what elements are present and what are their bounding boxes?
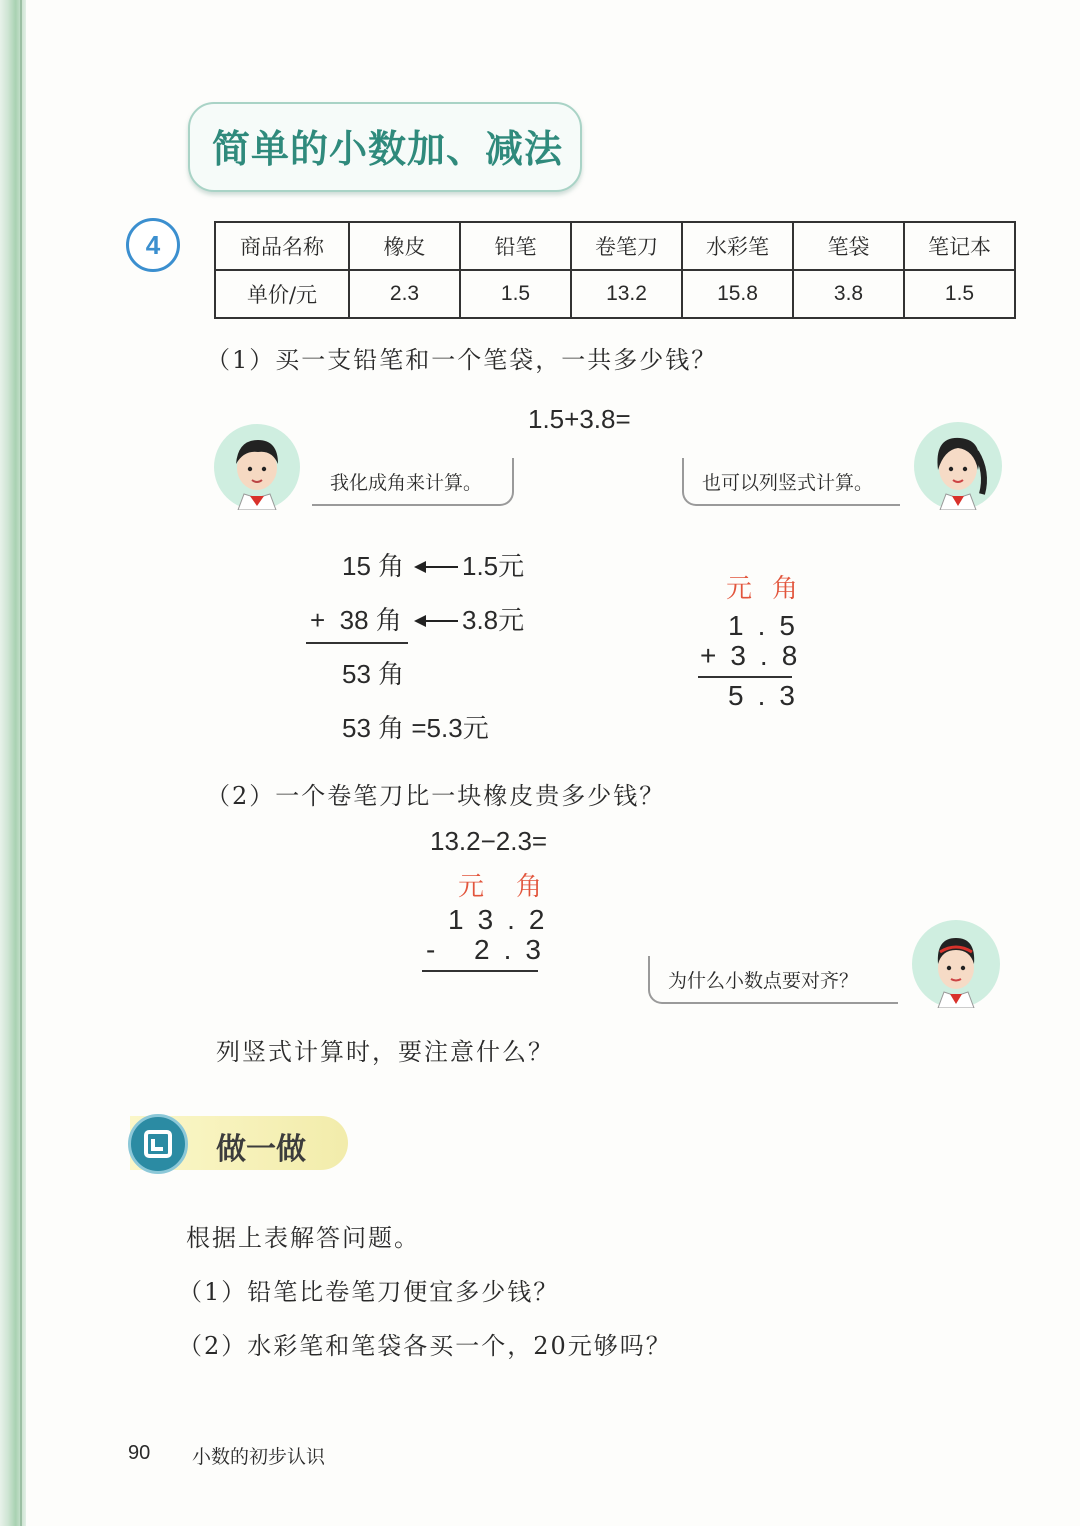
arrow-left-icon	[414, 612, 458, 631]
vertical-divider	[698, 676, 792, 678]
jiao-line-2: + 38 角	[310, 605, 402, 635]
price-table	[214, 221, 1016, 319]
boy-avatar	[214, 424, 300, 510]
table-cell: 13.2	[571, 270, 682, 318]
table-cell: 3.8	[793, 270, 904, 318]
do-it-question-1: （1）铅笔比卷笔刀便宜多少钱？	[178, 1278, 560, 1306]
do-it-intro: 根据上表解答问题。	[186, 1224, 420, 1252]
page-edge-stripe	[0, 0, 26, 1526]
jiao-source-1: 1.5元	[462, 551, 525, 581]
table-cell: 卷笔刀	[571, 222, 682, 270]
girl-avatar	[914, 422, 1002, 510]
table-row-header: 商品名称	[215, 222, 349, 270]
q2-divider	[422, 970, 538, 972]
table-cell: 铅笔	[460, 222, 571, 270]
vertical-addend-2: +3.8	[700, 640, 812, 671]
do-it-icon	[128, 1114, 188, 1174]
example-number-badge: 4	[126, 218, 180, 272]
question-2: （2）一个卷笔刀比一块橡皮贵多少钱？	[206, 782, 666, 810]
q2-minuend: 13.2	[448, 904, 559, 935]
vertical-sum: 5.3	[728, 680, 809, 711]
q2-minus-sign: -	[426, 934, 450, 965]
jiao-line-1: 15 角	[342, 551, 405, 581]
girl-face-icon	[914, 422, 1002, 510]
vertical-header-yuan: 元	[726, 574, 753, 604]
table-cell: 笔记本	[904, 222, 1015, 270]
q2-header-jiao: 角	[516, 872, 543, 902]
jiao-result: 53 角 =5.3元	[342, 713, 489, 743]
question-1: （1）买一支铅笔和一个笔袋，一共多少钱？	[206, 346, 718, 374]
table-cell: 水彩笔	[682, 222, 793, 270]
q2-header-yuan: 元	[458, 872, 485, 902]
table-cell: 15.8	[682, 270, 793, 318]
q1-equation: 1.5+3.8=	[528, 404, 631, 434]
sum-divider	[306, 642, 408, 644]
jiao-source-2: 3.8元	[462, 605, 525, 635]
table-cell: 1.5	[904, 270, 1015, 318]
table-row	[215, 222, 1015, 270]
jiao-sum: 53 角	[342, 659, 405, 689]
boy-face-icon	[214, 424, 300, 510]
boy-speech-bubble: 我化成角来计算。	[312, 458, 514, 506]
table-row-header: 单价/元	[215, 270, 349, 318]
vertical-addend-1: 1.5	[728, 610, 809, 641]
do-it-label: 做一做	[216, 1132, 306, 1167]
note-text: 列竖式计算时，要注意什么？	[216, 1038, 554, 1066]
table-cell: 1.5	[460, 270, 571, 318]
do-it-question-2: （2）水彩笔和笔袋各买一个，20元够吗？	[178, 1332, 672, 1360]
girl-avatar-2	[912, 920, 1000, 1008]
girl-speech-bubble: 也可以列竖式计算。	[682, 458, 900, 506]
table-cell: 笔袋	[793, 222, 904, 270]
chapter-title: 小数的初步认识	[192, 1446, 326, 1468]
arrow-left-icon	[414, 558, 458, 577]
girl-speech-bubble-2: 为什么小数点要对齐？	[648, 956, 898, 1004]
girl-face-icon	[912, 920, 1000, 1008]
table-row	[215, 270, 1015, 318]
q2-equation: 13.2−2.3=	[430, 826, 548, 856]
page-edge-line	[20, 0, 22, 1526]
q2-subtrahend: 2.3	[474, 934, 555, 965]
page-title: 简单的小数加、减法	[212, 126, 564, 171]
table-cell: 2.3	[349, 270, 460, 318]
vertical-header-jiao: 角	[772, 574, 799, 604]
page-number: 90	[128, 1442, 151, 1464]
table-cell: 橡皮	[349, 222, 460, 270]
